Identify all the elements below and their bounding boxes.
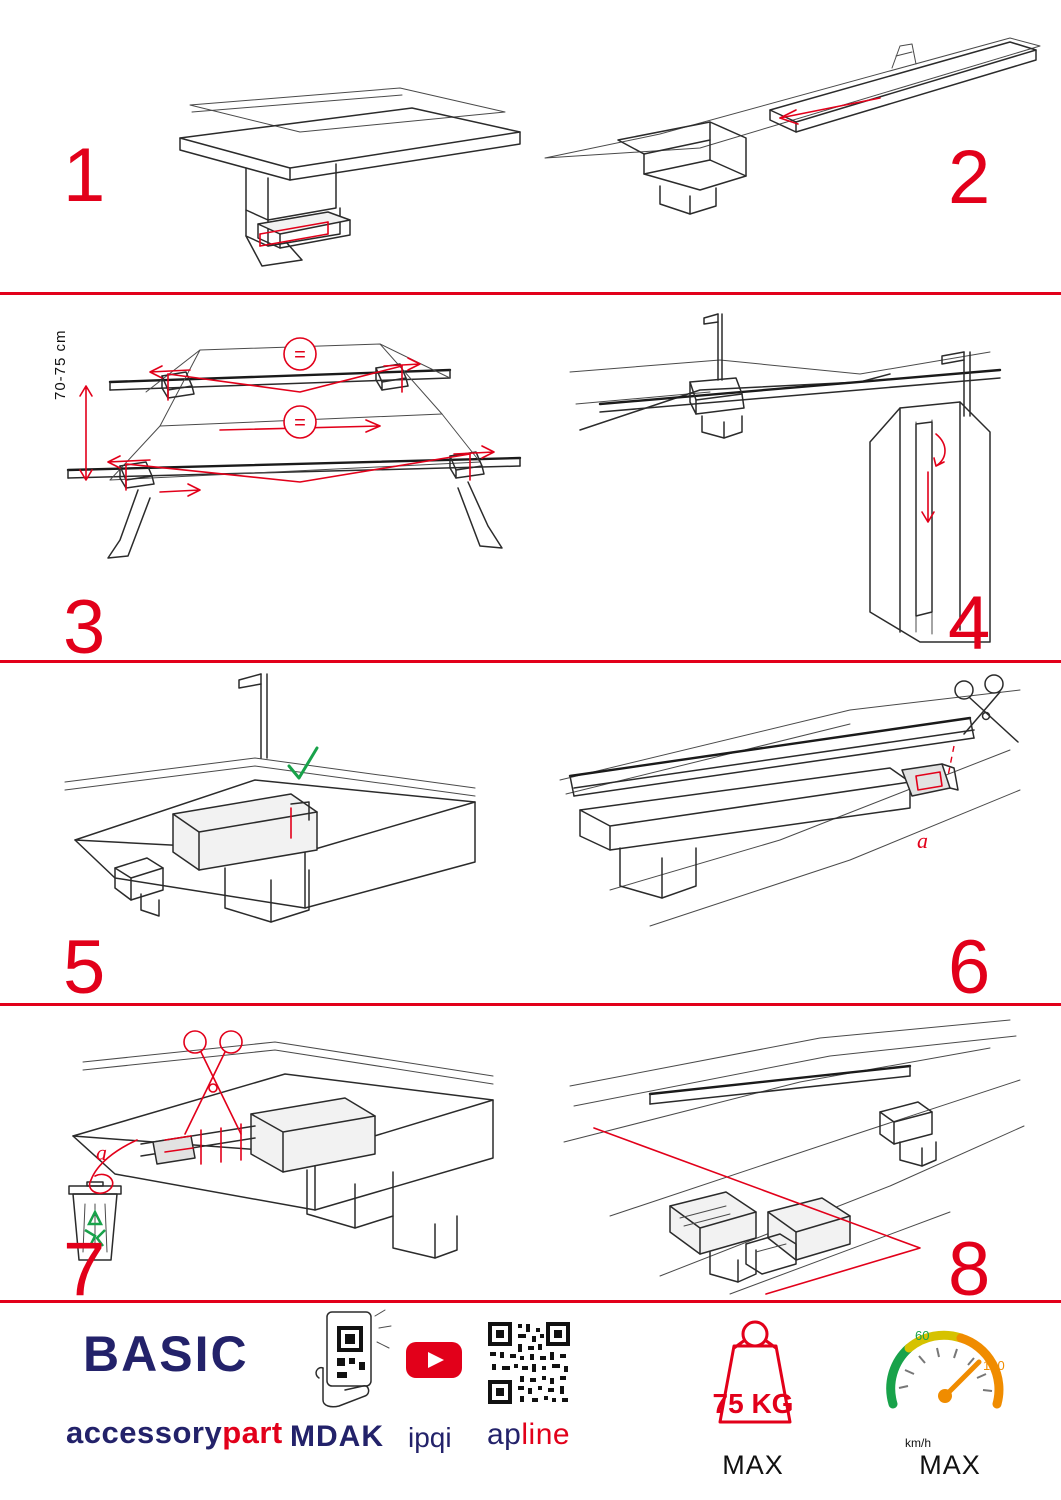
footer-brand-bar <box>0 1300 1061 1500</box>
svg-text:=: = <box>294 344 306 366</box>
step-number-3: 3 <box>63 585 106 670</box>
step-5-illustration <box>55 672 485 952</box>
brand-apline-wordmark <box>487 1418 570 1452</box>
brand-basic-wordmark: BASIC <box>83 1326 249 1382</box>
step-number-5: 5 <box>63 925 106 1010</box>
step-number-7: 7 <box>63 1227 106 1312</box>
brand-accessorypart-wordmark <box>66 1415 283 1451</box>
step-number-4: 4 <box>948 581 991 666</box>
max-load-label: MAX <box>722 1450 784 1480</box>
step-3-illustration <box>50 330 560 570</box>
svg-text:60: 60 <box>915 1328 930 1343</box>
max-speed-gauge-icon <box>875 1308 1015 1433</box>
speed-unit-label: km/h <box>905 1436 932 1450</box>
step-3-distance-label: 70-75 cm <box>52 329 69 400</box>
step-6-part-label: a <box>917 828 928 853</box>
svg-text:=: = <box>294 412 306 434</box>
brand-accessory-text: accessory <box>66 1415 223 1450</box>
step-6-illustration <box>550 690 1030 950</box>
youtube-icon[interactable] <box>404 1338 464 1382</box>
step-number-6: 6 <box>948 925 991 1010</box>
step-number-8: 8 <box>948 1227 991 1312</box>
step-7-part-label: a <box>96 1140 107 1165</box>
step-7-illustration <box>45 1018 495 1288</box>
step-number-2: 2 <box>948 135 991 220</box>
max-speed-label: MAX <box>919 1450 981 1480</box>
brand-mdak-wordmark: MDAK <box>290 1420 384 1453</box>
step-1-illustration <box>150 60 530 270</box>
step-number-1: 1 <box>63 133 106 218</box>
scan-qr-hand-icon <box>305 1308 395 1408</box>
brand-part-text: part <box>222 1415 283 1450</box>
brand-line-text: line <box>521 1418 571 1451</box>
divider-row-1 <box>0 292 1061 295</box>
divider-row-3 <box>0 1003 1061 1006</box>
svg-text:120: 120 <box>983 1358 1005 1373</box>
qr-code <box>486 1320 572 1406</box>
brand-ap-text: ap <box>487 1418 522 1451</box>
brand-ipqi-wordmark: ipqi <box>408 1422 452 1453</box>
divider-row-2 <box>0 660 1061 663</box>
max-load-value: 75 KG <box>712 1388 794 1419</box>
